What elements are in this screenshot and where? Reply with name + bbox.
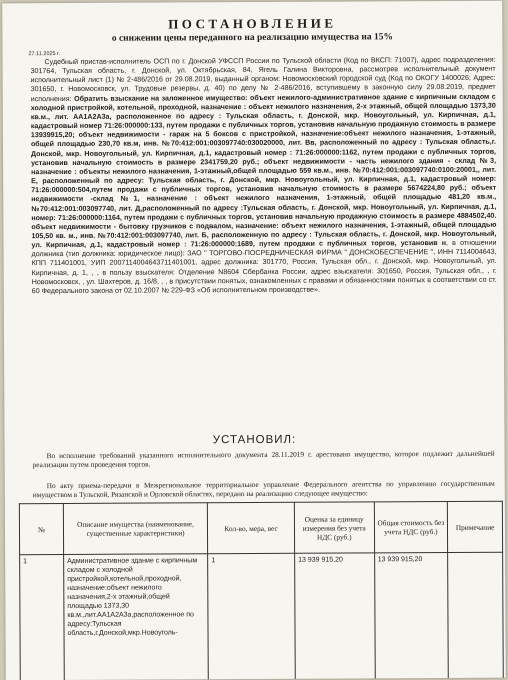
col-header-unit-price: Оценка за единицу измерения без учета НДС (руб.) [294,502,374,553]
document-date: 27.11.2025 г. [28,51,61,58]
cell-note [448,552,503,680]
act-text: По акту приема-передачи в Межрегиональное территориальное управление Федерального агентства по управлению государственным имуществом в Тульской, Рязанской и Орловской областях, передано на реализацию следующее имущество: [32,478,495,499]
cell-description: Административное здание с кирпичным складом с холодной пристройкой,котельной,проходной, назначение:объект нежилого назначения,2-х этажный,общей площадью 1373,30 кв.м.,лит.АА1А2А3а,расположенное по адресу:Тульская область,г.Донской,мкр.Новоуголь- [64,554,209,680]
body-paragraph [31,56,497,296]
cell-unit-price: 13 939 915,20 [295,553,375,680]
ustanovil-heading: УСТАНОВИЛ: [212,433,297,447]
cell-total: 13 939 915,20 [374,552,449,680]
col-header-total: Общая стоимость без учета НДС (руб.) [374,501,448,552]
table-header-row [19,501,502,555]
document-page [2,1,506,680]
body-text-start: Судебный пристав-исполнитель ОСП по г. Донской УФССП России по Тульской области (Код по ВКСП: 71007), адрес подразделения: 301764, Тульская область, г. Донской, ул. Октябрьская, 84, Ягель Галина Викторовна, рассмотрев исполнительный документ исполнительный лист (1) № 2-486/2016 от 29.08.2019, выданный органом: Новомосковский городской суд (Код по ОКОГУ 1400026; Адрес: 301650, г. Новомосковск, ул. Трудовые резервы, д. 40) по делу № 2-486/2016, вступившему в законную силу 29.08.2019, предмет исполнения: [30,55,496,103]
ustanovil-text: Во исполнение требований указанного исполнительного документа 28.11.2019 г. арестовано имущество, которое подлежит дальнейшей реализации путем проведения торгов. [32,448,495,469]
col-header-quantity: Кол-во, мера, вес [208,502,295,553]
document-subtitle: о снижении цены переданного на реализацию имущества на 15% [111,32,394,44]
col-header-description: Описание имущества (наименование, существенные характеристики) [63,503,208,555]
cell-number: 1 [20,555,65,680]
cell-quantity: 1 [208,553,296,680]
table-row [20,552,504,680]
body-text-bold: Обратить взыскание на заложенное имущество: объект нежилого-административное здание с кирпичным складом с холодной пристройкой, котельной, проходной, назначение : объект нежилого назначения, 2-х этажный, общей площадью 1373,30 кв.м., лит. АА1А2А3а, расположенное по адресу : Тульская область, г. Донской, мкр. Новоугольный, ул. Кирпичная, д.1, кадастровый номер 71:26:000000:133, путем продажи с публичных торгов, установив начальную продажную стоимость в размере 13939915,20; объект недвижимости - гараж на 5 боксов с пристройкой, назначение:объект нежилого назначения, 1-этажный, общей площадью 230,70 кв.м, инв. №70:412:001:003097740:030020000, лит. Вв, расположенный по адресу : Тульская область,г. Донской, мкр. Новоугольный, ул. Кирпичная, д.1, кадастровый номер : 71:26:000000:1162, путем продажи с публичных торгов, установив начальную стоимость в размере 2341759,20 руб.; объект недвижимости - часть нежилого здания - склад №3, назначение : объекты нежилого назначения, 1-этажный,общей площадью 559 кв.м., инв. №70:412:001:003097740:0100:20001,, лит. Е, расположенный по адресу: Тульская область, г. Донской, мкр. Новоугольный, ул. Кирпичная, д.1, кадастровый номер: 71:26:000000:504,путем продажи с публичных торгов, установив начальную стоимость в размере 5674224,80 руб.; объект недвижимости -склад №1, назначение : объект нежилого назначения, 1-этажный, общей площадью 481,20 кв.м., №70:412:001:003097740, лит. Д,расположенный по адресу :Тульская область, г. Донской, мкр. Новоугольный, ул. Кирпичная, д.1, номер: 71:26:000000:1164, путем продажи с публичных торгов, установив начальную продажную стоимость в размере 4884502,40. объект недвижимости - бытовку грузчиков с подвалом, назначение: объект нежилого назначения, 1-этажный, общей площадью 105,50 кв. м., инв. №70:412:001:003097740, лит. Б, расположенную по адресу : Тульская область, г. Донской, мкр. Новоугольный, ул. Кирпичная, д.1, кадастровый номер : 71:26:000000:1689, путем продажи с публичных торгов, установив н [30,92,497,250]
col-header-number: № [19,504,63,555]
property-table [19,501,504,680]
document-title: ПОСТАНОВЛЕНИЕ [168,15,337,32]
body-text-end: , в отношении должника (тип должника: юридическое лицо): ЗАО " ТОРГОВО-ПОСРЕДНИЧЕСКАЯ ФИРМА " ДОНСКОБЕСПЕЧЕНИЕ ", ИНН 7114004643, КПП 711401001, УИП 2007114004643711401001, адрес должника: 301770, Россия, Тульская обл., г. Донской, мкр. Новоугольный, ул. Кирпичная, д. 1, , , в пользу взыскателя: Отделение N8604 Сбербанка России, адрес взыскателя: 301650, Россия, Тульская обл., , г. Новомосковск, , ул. Шахтеров, д. 16/8, , , в присутствии понятых, ознакомленных с правами и обязанностями понятых в соответствии со ст. 60 Федерального закона от 02.10.2007 № 229-ФЗ «Об исполнительном производстве». [31,238,497,296]
col-header-note: Примечание [448,501,503,552]
